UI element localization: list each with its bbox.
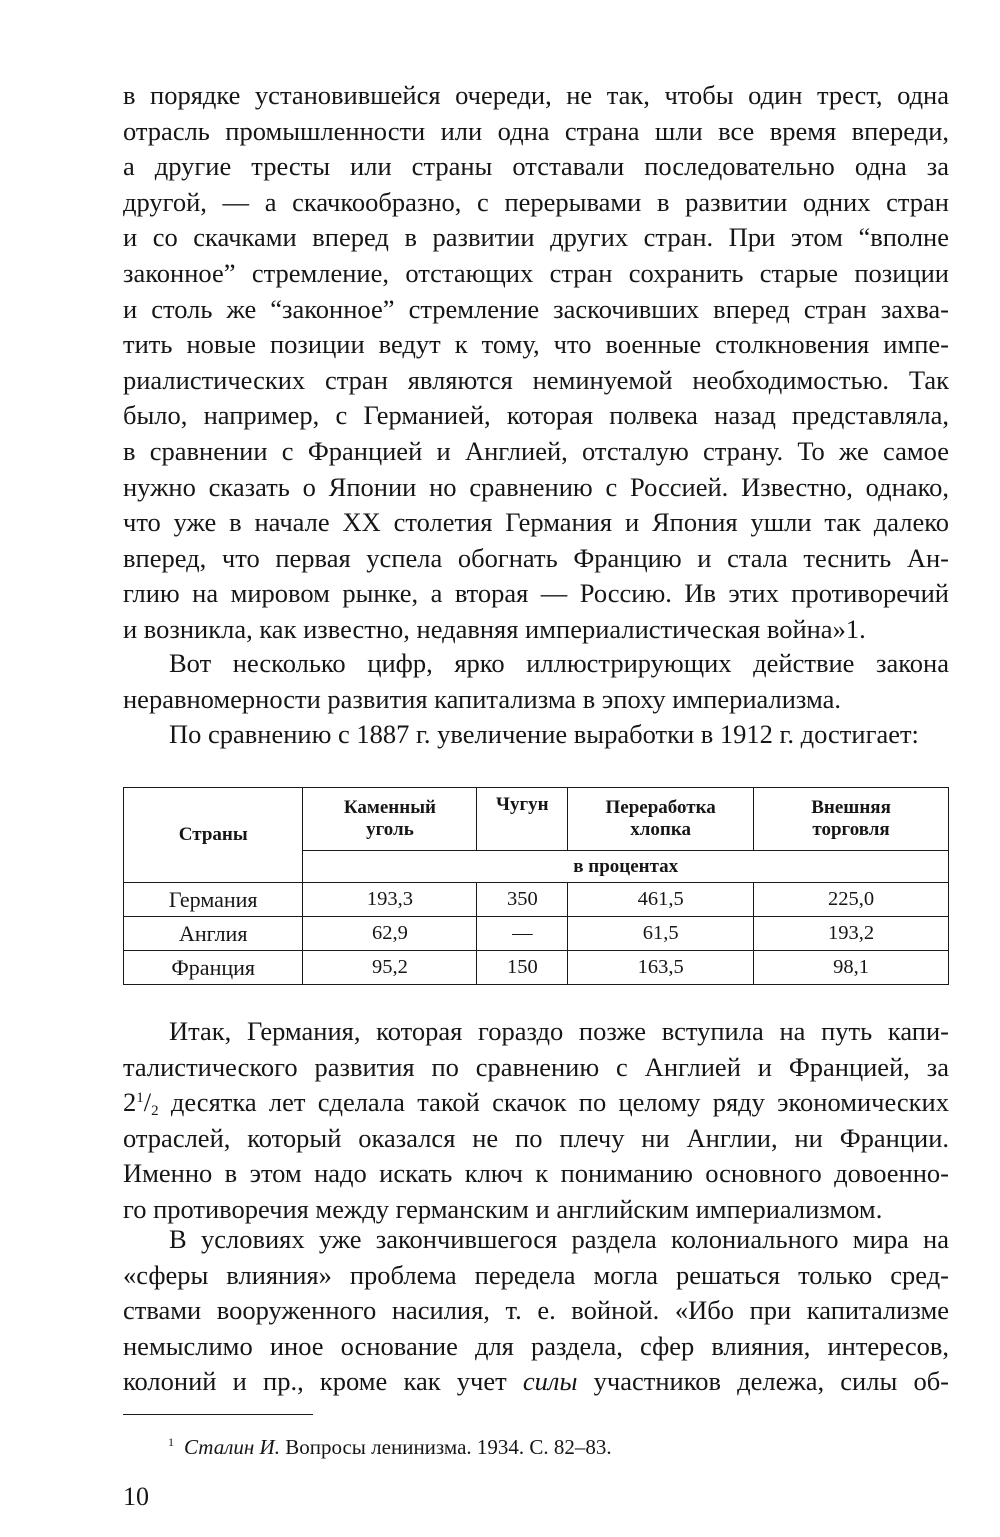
text-line: Именно в этом надо искать ключ к пониманию основного довоенно- bbox=[123, 1158, 949, 1189]
header-trade: Внешняя торговля bbox=[754, 788, 949, 851]
footnote-mark: 1 bbox=[168, 1435, 174, 1449]
text-segment: колоний и пр., кроме как учет bbox=[123, 1366, 523, 1397]
header-coal: Каменный уголь bbox=[303, 788, 477, 851]
text-line: немыслимо иное основание для раздела, сфер влияния, интересов, bbox=[123, 1330, 949, 1361]
cell-coal: 62,9 bbox=[303, 917, 477, 951]
text-line: в сравнении с Францией и Англией, отсталую страну. То же самое bbox=[123, 435, 949, 466]
table-row bbox=[124, 917, 949, 951]
footnote-author: Сталин И. bbox=[184, 1435, 280, 1459]
cell-cotton: 163,5 bbox=[568, 951, 754, 985]
text-line: неравномерности развития капитализма в эпоху империализма. bbox=[123, 683, 841, 714]
text-line: и со скачками вперед в развитии других стран. При этом “вполне bbox=[123, 222, 949, 253]
text-line-italic bbox=[123, 1364, 949, 1400]
text-line: что уже в начале XX столетия Германия и Япония ушли так далеко bbox=[123, 507, 949, 538]
footnote bbox=[168, 1428, 612, 1461]
text-line: риалистических стран являются неминуемой необходимостью. Так bbox=[123, 364, 949, 395]
fraction-whole: 2 bbox=[123, 1087, 137, 1118]
cell-iron: 150 bbox=[477, 951, 568, 985]
text-line: «сферы влияния» проблема передела могла решаться только сред- bbox=[123, 1259, 949, 1290]
text-line: тить новые позиции ведут к тому, что военные столкновения импе- bbox=[123, 329, 949, 360]
paragraph-colonial-division bbox=[123, 1222, 949, 1400]
text-line: Вот несколько цифр, ярко иллюстрирующих действие закона bbox=[169, 648, 949, 678]
cell-iron: 350 bbox=[477, 883, 568, 917]
text-line: законное” стремление, отстающих стран сохранить старые позиции bbox=[123, 257, 949, 288]
text-line: глию на мировом рынке, а вторая — Россию. Ив этих противоречий bbox=[123, 578, 949, 609]
text-line: В условиях уже закончившегося раздела колониального мира на bbox=[169, 1224, 949, 1254]
text-segment: десятка лет сделала такой скачок по целому ряду экономических bbox=[158, 1087, 949, 1118]
paragraph-germany-leap bbox=[123, 1014, 949, 1228]
cell-country: Франция bbox=[124, 951, 303, 985]
paragraph-uneven-development bbox=[123, 78, 949, 648]
table-row bbox=[124, 951, 949, 985]
text-line: другой, — а скачкообразно, с перерывами в развитии одних стран bbox=[123, 186, 949, 217]
header-countries: Страны bbox=[124, 788, 303, 883]
header-iron: Чугун bbox=[477, 788, 568, 851]
cell-country: Германия bbox=[124, 883, 303, 917]
text-line: талистического развития по сравнению с Англией и Францией, за bbox=[123, 1051, 949, 1082]
page-number: 10 bbox=[123, 1482, 149, 1511]
text-line: и возникла, как известно, недавняя империалистическая война»1. bbox=[123, 613, 866, 644]
cell-trade: 193,2 bbox=[754, 917, 949, 951]
production-growth-table bbox=[123, 787, 949, 985]
cell-cotton: 461,5 bbox=[568, 883, 754, 917]
header-units: в процентах bbox=[303, 851, 949, 883]
text-line: было, например, с Германией, которая полвека назад представляла, bbox=[123, 400, 949, 431]
cell-iron: — bbox=[477, 917, 568, 951]
table-row bbox=[124, 883, 949, 917]
footnote-divider bbox=[123, 1414, 313, 1415]
text-line-fraction bbox=[123, 1085, 949, 1121]
text-line: нужно сказать о Японии но сравнению с Россией. Известно, однако, bbox=[123, 471, 949, 502]
table-header-row bbox=[124, 788, 949, 851]
text-line: в порядке установившейся очереди, не так, чтобы один трест, одна bbox=[123, 80, 949, 110]
text-line: и столь же “законное” стремление заскочивших вперед стран захва- bbox=[123, 293, 949, 324]
cell-country: Англия bbox=[124, 917, 303, 951]
header-cotton: Переработка хлопка bbox=[568, 788, 754, 851]
text-segment: участников дележа, силы об- bbox=[577, 1366, 950, 1397]
fraction-slash: / bbox=[143, 1087, 152, 1118]
text-line: го противоречия между германским и английским империализмом. bbox=[123, 1193, 883, 1224]
cell-cotton: 61,5 bbox=[568, 917, 754, 951]
text-line: отраслей, который оказался не по плечу ни Англии, ни Франции. bbox=[123, 1122, 949, 1153]
text-line: а другие тресты или страны отставали последовательно одна за bbox=[123, 151, 949, 182]
fraction bbox=[123, 1087, 159, 1120]
text-line: Итак, Германия, которая гораздо позже вступила на путь капи- bbox=[169, 1016, 949, 1046]
text-line: отрасль промышленности или одна страна шли все время впереди, bbox=[123, 115, 949, 146]
paragraph-figures-intro bbox=[123, 646, 949, 717]
cell-trade: 225,0 bbox=[754, 883, 949, 917]
text-line: По сравнению с 1887 г. увеличение выработки в 1912 г. достигает: bbox=[169, 719, 919, 749]
cell-trade: 98,1 bbox=[754, 951, 949, 985]
fraction-denominator: 2 bbox=[151, 1103, 159, 1120]
paragraph-table-caption bbox=[123, 717, 949, 753]
cell-coal: 193,3 bbox=[303, 883, 477, 917]
cell-coal: 95,2 bbox=[303, 951, 477, 985]
text-line: ствами вооруженного насилия, т. е. войной. «Ибо при капитализме bbox=[123, 1295, 949, 1326]
italic-word: силы bbox=[522, 1366, 578, 1397]
fraction-numerator: 1 bbox=[136, 1090, 144, 1107]
footnote-text: Вопросы ленинизма. 1934. С. 82–83. bbox=[279, 1435, 612, 1459]
text-line: вперед, что первая успела обогнать Францию и стала теснить Ан- bbox=[123, 542, 949, 573]
